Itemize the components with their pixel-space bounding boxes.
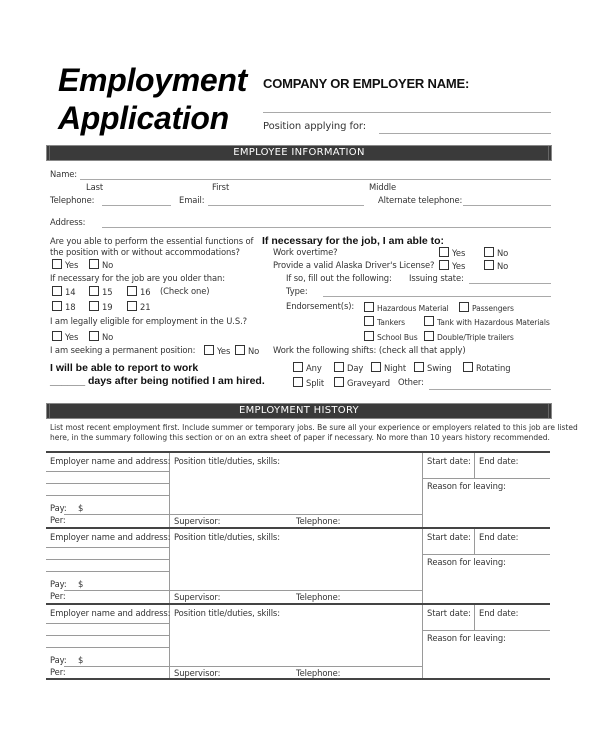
- checkbox[interactable]: [127, 301, 137, 311]
- table-rule: [422, 478, 550, 479]
- option-label: Graveyard: [347, 378, 390, 388]
- report-to-work-line2: ______ days after being notified I am hired.: [50, 375, 265, 387]
- endorsement-tankers[interactable]: [364, 316, 405, 327]
- option-label: Day: [347, 363, 364, 373]
- checkbox[interactable]: [235, 345, 245, 355]
- overtime-label: Work overtime?: [273, 247, 338, 257]
- license-no-option[interactable]: [484, 260, 508, 271]
- table-rule: [46, 623, 169, 624]
- checkbox[interactable]: [424, 331, 434, 341]
- employment-history-block: [46, 527, 550, 604]
- option-label: 19: [102, 302, 113, 312]
- checkbox[interactable]: [414, 362, 424, 372]
- shift-day[interactable]: [334, 362, 363, 373]
- license-label: Provide a valid Alaska Driver's License?: [273, 260, 435, 270]
- age-question: If necessary for the job are you older than:: [50, 273, 225, 283]
- shift-night[interactable]: [371, 362, 406, 373]
- name-field[interactable]: [80, 179, 551, 180]
- essential-no-option[interactable]: [89, 259, 113, 270]
- reason-for-leaving-label: Reason for leaving:: [427, 633, 506, 643]
- option-label: Night: [384, 363, 406, 373]
- endorsements-label: Endorsement(s):: [286, 301, 355, 311]
- telephone-label: Telephone:: [296, 592, 341, 602]
- checkbox[interactable]: [52, 286, 62, 296]
- employer-label: Employer name and address:: [50, 608, 171, 618]
- option-label: Hazardous Material: [377, 304, 449, 313]
- table-rule: [46, 495, 169, 496]
- option-label: 16: [140, 287, 151, 297]
- last-name-caption: Last: [86, 182, 104, 192]
- end-date-label: End date:: [479, 456, 519, 466]
- age-option-21[interactable]: [127, 301, 150, 312]
- start-date-label: Start date:: [427, 456, 471, 466]
- issuing-state-label: Issuing state:: [409, 273, 464, 283]
- table-rule: [46, 547, 169, 548]
- pay-currency: $: [78, 655, 84, 665]
- middle-name-caption: Middle: [369, 182, 397, 192]
- option-label: Yes: [65, 332, 79, 342]
- type-label: Type:: [286, 286, 308, 296]
- table-rule: [422, 630, 550, 631]
- position-field[interactable]: [379, 133, 551, 134]
- checkbox[interactable]: [204, 345, 214, 355]
- table-rule: [46, 571, 169, 572]
- email-field[interactable]: [208, 205, 364, 206]
- permanent-question: I am seeking a permanent position:: [50, 345, 196, 355]
- checkbox[interactable]: [127, 286, 137, 296]
- issuing-state-field[interactable]: [469, 283, 551, 284]
- checkbox[interactable]: [424, 316, 434, 326]
- history-bottom-rule: [46, 678, 550, 680]
- company-name-label: COMPANY OR EMPLOYER NAME:: [263, 76, 470, 91]
- checkbox[interactable]: [89, 286, 99, 296]
- option-label: No: [102, 332, 114, 342]
- checkbox[interactable]: [439, 247, 449, 257]
- history-instructions-line2: here, in the summary following this section or on an extra sheet of paper if necessary. No more than 10 years history recommended.: [50, 433, 550, 442]
- checkbox[interactable]: [484, 247, 494, 257]
- table-rule: [169, 514, 422, 515]
- position-label: Position applying for:: [263, 121, 367, 132]
- option-label: No: [248, 346, 260, 356]
- checkbox[interactable]: [371, 362, 381, 372]
- type-field[interactable]: [323, 296, 551, 297]
- option-label: Yes: [452, 261, 466, 271]
- age-option-14[interactable]: [52, 286, 75, 297]
- age-option-15[interactable]: [89, 286, 112, 297]
- table-rule: [474, 605, 475, 630]
- employment-history-block: [46, 603, 550, 680]
- option-label: 18: [65, 302, 76, 312]
- other-shift-field[interactable]: [429, 389, 551, 390]
- table-rule: [422, 453, 423, 528]
- table-rule: [64, 666, 169, 667]
- table-rule: [474, 529, 475, 554]
- checkbox[interactable]: [52, 331, 62, 341]
- option-label: Split: [306, 378, 325, 388]
- position-title-label: Position title/duties, skills:: [174, 456, 280, 466]
- reason-for-leaving-label: Reason for leaving:: [427, 557, 506, 567]
- checkbox[interactable]: [52, 259, 62, 269]
- pay-label: Pay:: [50, 503, 67, 513]
- per-label: Per:: [50, 591, 66, 601]
- option-label: No: [102, 260, 114, 270]
- permanent-yes-option[interactable]: [204, 345, 230, 356]
- age-option-19[interactable]: [89, 301, 112, 312]
- checkbox[interactable]: [364, 331, 374, 341]
- start-date-label: Start date:: [427, 532, 471, 542]
- shift-graveyard[interactable]: [334, 377, 390, 388]
- option-label: Tankers: [377, 318, 406, 327]
- checkbox[interactable]: [293, 377, 303, 387]
- checkbox[interactable]: [89, 259, 99, 269]
- shift-split[interactable]: [293, 377, 324, 388]
- table-rule: [46, 471, 169, 472]
- employee-information-title: EMPLOYEE INFORMATION: [233, 147, 365, 158]
- checkbox[interactable]: [89, 331, 99, 341]
- age-option-18[interactable]: [52, 301, 75, 312]
- checkbox[interactable]: [364, 302, 374, 312]
- check-one-note: (Check one): [160, 286, 210, 296]
- first-name-caption: First: [212, 182, 230, 192]
- address-field[interactable]: [102, 227, 551, 228]
- employment-history-header: [46, 403, 552, 419]
- option-label: No: [497, 261, 509, 271]
- supervisor-label: Supervisor:: [174, 668, 221, 678]
- eligible-yes-option[interactable]: [52, 331, 78, 342]
- table-rule: [169, 590, 422, 591]
- checkbox[interactable]: [334, 377, 344, 387]
- endorsement-hazardous-material[interactable]: [364, 302, 449, 313]
- checkbox[interactable]: [334, 362, 344, 372]
- telephone-label: Telephone:: [296, 668, 341, 678]
- table-rule: [46, 483, 169, 484]
- essential-yes-option[interactable]: [52, 259, 78, 270]
- essential-functions-question-line1: Are you able to perform the essential functions of: [50, 236, 254, 246]
- option-label: Swing: [427, 363, 452, 373]
- checkbox[interactable]: [463, 362, 473, 372]
- table-rule: [169, 666, 422, 667]
- option-label: 21: [140, 302, 151, 312]
- pay-label: Pay:: [50, 579, 67, 589]
- end-date-label: End date:: [479, 608, 519, 618]
- checkbox[interactable]: [89, 301, 99, 311]
- shifts-label: Work the following shifts: (check all that apply): [273, 345, 466, 355]
- pay-label: Pay:: [50, 655, 67, 665]
- checkbox[interactable]: [484, 260, 494, 270]
- pay-currency: $: [78, 503, 84, 513]
- eligible-question: I am legally eligible for employment in the U.S.?: [50, 316, 247, 326]
- name-label: Name:: [50, 169, 78, 179]
- shift-rotating[interactable]: [463, 362, 510, 373]
- option-label: Tank with Hazardous Materials: [437, 318, 550, 327]
- form-title-line1: Employment: [58, 62, 248, 98]
- overtime-no-option[interactable]: [484, 247, 508, 258]
- option-label: Rotating: [476, 363, 511, 373]
- pay-currency: $: [78, 579, 84, 589]
- endorsement-double-triple[interactable]: [424, 331, 514, 342]
- alt-telephone-label: Alternate telephone:: [378, 195, 463, 205]
- position-title-label: Position title/duties, skills:: [174, 608, 280, 618]
- table-rule: [422, 529, 423, 604]
- overtime-yes-option[interactable]: [439, 247, 465, 258]
- position-title-label: Position title/duties, skills:: [174, 532, 280, 542]
- table-rule: [474, 453, 475, 478]
- employer-label: Employer name and address:: [50, 532, 171, 542]
- endorsement-passengers[interactable]: [459, 302, 514, 313]
- telephone-label: Telephone:: [50, 195, 95, 205]
- table-rule: [64, 514, 169, 515]
- reason-for-leaving-label: Reason for leaving:: [427, 481, 506, 491]
- checkbox[interactable]: [439, 260, 449, 270]
- employee-information-header: [46, 145, 552, 161]
- option-label: Passengers: [472, 304, 514, 313]
- essential-functions-question-line2: the position with or without accommodations?: [50, 247, 240, 257]
- telephone-label: Telephone:: [296, 516, 341, 526]
- option-label: Yes: [217, 346, 231, 356]
- form-title-line2: Application: [58, 100, 229, 136]
- employment-history-block: [46, 451, 550, 528]
- option-label: No: [497, 248, 509, 258]
- checkbox[interactable]: [459, 302, 469, 312]
- checkbox[interactable]: [293, 362, 303, 372]
- table-rule: [46, 559, 169, 560]
- option-label: Any: [306, 363, 322, 373]
- checkbox[interactable]: [52, 301, 62, 311]
- employment-history-title: EMPLOYMENT HISTORY: [239, 405, 359, 416]
- table-rule: [46, 635, 169, 636]
- alt-telephone-field[interactable]: [463, 205, 551, 206]
- checkbox[interactable]: [364, 316, 374, 326]
- age-option-16[interactable]: [127, 286, 150, 297]
- option-label: School Bus: [377, 333, 418, 342]
- email-label: Email:: [179, 195, 205, 205]
- if-so-label: If so, fill out the following:: [286, 273, 392, 283]
- address-label: Address:: [50, 217, 86, 227]
- table-rule: [46, 647, 169, 648]
- employer-label: Employer name and address:: [50, 456, 171, 466]
- company-name-field[interactable]: [263, 112, 551, 113]
- endorsement-tank-hazardous[interactable]: [424, 316, 550, 327]
- option-label: Double/Triple trailers: [437, 333, 514, 342]
- permanent-no-option[interactable]: [235, 345, 259, 356]
- table-rule: [422, 605, 423, 680]
- supervisor-label: Supervisor:: [174, 516, 221, 526]
- able-to-heading: If necessary for the job, I am able to:: [262, 235, 445, 247]
- shift-swing[interactable]: [414, 362, 452, 373]
- per-label: Per:: [50, 667, 66, 677]
- option-label: 14: [65, 287, 76, 297]
- table-rule: [422, 554, 550, 555]
- history-instructions-line1: List most recent employment first. Include summer or temporary jobs. Be sure all your experience or employers related to this job are listed: [50, 423, 578, 432]
- supervisor-label: Supervisor:: [174, 592, 221, 602]
- other-shift-label: Other:: [398, 377, 424, 387]
- report-to-work-line1: I will be able to report to work: [50, 362, 199, 374]
- telephone-field[interactable]: [102, 205, 171, 206]
- per-label: Per:: [50, 515, 66, 525]
- start-date-label: Start date:: [427, 608, 471, 618]
- table-rule: [64, 590, 169, 591]
- option-label: 15: [102, 287, 113, 297]
- endorsement-school-bus[interactable]: [364, 331, 418, 342]
- option-label: Yes: [65, 260, 79, 270]
- license-yes-option[interactable]: [439, 260, 465, 271]
- end-date-label: End date:: [479, 532, 519, 542]
- shift-any[interactable]: [293, 362, 322, 373]
- eligible-no-option[interactable]: [89, 331, 113, 342]
- option-label: Yes: [452, 248, 466, 258]
